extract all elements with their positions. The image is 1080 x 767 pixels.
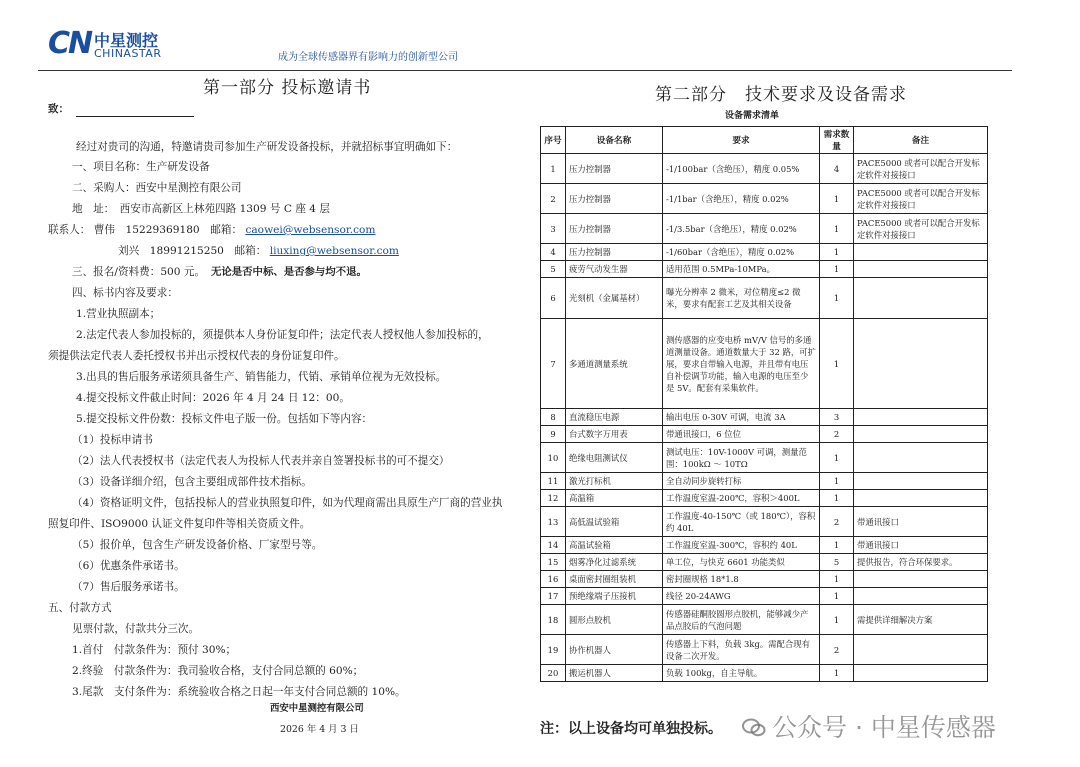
- letter-line: 2.终验 付款条件为：我司验收合格，支付合同总额的 60%；: [72, 665, 364, 677]
- cell-name: 高低温试验箱: [566, 507, 663, 537]
- table-footnote: 注：以上设备均可单独投标。: [540, 721, 722, 737]
- cell-remark: 带通讯接口: [854, 507, 988, 537]
- email-link-liuxing[interactable]: liuxing@websensor.com: [269, 245, 399, 257]
- cell-requirement: -1/3.5bar（含绝压），精度 0.02%: [663, 214, 820, 244]
- cell-quantity: 1: [820, 473, 854, 490]
- table-row: [541, 537, 988, 554]
- cell-requirement: 工作温度室温-200℃，容积＞400L: [663, 490, 820, 507]
- cell-index: 10: [541, 443, 566, 473]
- cell-index: 8: [541, 409, 566, 426]
- cell-quantity: 1: [820, 244, 854, 261]
- cell-name: 疲劳气动发生器: [566, 261, 663, 278]
- table-row: [541, 154, 988, 184]
- cell-quantity: 2: [820, 635, 854, 665]
- contact-line-2: 刘兴 18991215250 邮箱： liuxing@websensor.com: [118, 245, 399, 257]
- brand-name-en: CHINASTAR: [94, 47, 162, 60]
- table-row: [541, 588, 988, 605]
- letter-line: （2）法人代表授权书（法定代表人为投标人代表并亲自签署投标书的可不提交）: [72, 455, 450, 467]
- cell-requirement: 线径 20-24AWG: [663, 588, 820, 605]
- letter-line: （3）设备详细介绍，包含主要组成部件技术指标。: [72, 476, 312, 488]
- col-header-name: 设备名称: [566, 127, 663, 154]
- cell-name: 压力控制器: [566, 244, 663, 261]
- cell-name: 圆形点胶机: [566, 605, 663, 635]
- letter-line: 四、标书内容及要求：: [72, 287, 178, 299]
- table-row: [541, 426, 988, 443]
- cell-quantity: 1: [820, 319, 854, 409]
- col-header-index: 序号: [541, 127, 566, 154]
- col-header-requirement: 要求: [663, 127, 820, 154]
- cell-quantity: 1: [820, 443, 854, 473]
- cell-remark: 带通讯接口: [854, 537, 988, 554]
- letter-line: （7）售后服务承诺书。: [72, 581, 185, 593]
- cell-remark: PACE5000 或者可以配合开发标定软件对接接口: [854, 214, 988, 244]
- cell-name: 压力控制器: [566, 214, 663, 244]
- cell-index: 13: [541, 507, 566, 537]
- letter-line: 照复印件、ISO9000 认证文件复印件等相关资质文件。: [48, 518, 311, 530]
- letter-line: 三、报名/资料费：500 元。: [72, 266, 206, 278]
- cell-requirement: 测试电压：10V-1000V 可调，测量范围：100kΩ ～ 10TΩ: [663, 443, 820, 473]
- cell-remark: [854, 473, 988, 490]
- letter-line: 5.提交投标文件份数：投标文件电子版一份。包括如下等内容：: [76, 413, 373, 425]
- recipient-label: 致：: [48, 103, 69, 115]
- cell-remark: 提供报告，符合环保要求。: [854, 554, 988, 571]
- cell-remark: [854, 426, 988, 443]
- cell-index: 20: [541, 665, 566, 682]
- fee-nonrefundable-note: 无论是否中标、是否参与均不退。: [211, 266, 367, 278]
- cell-remark: [854, 409, 988, 426]
- letter-line: 1.营业执照副本；: [76, 308, 161, 320]
- cell-remark: [854, 490, 988, 507]
- cell-index: 12: [541, 490, 566, 507]
- table-row: [541, 490, 988, 507]
- cell-requirement: 密封圈规格 18*1.8: [663, 571, 820, 588]
- cell-requirement: 单工位，与快克 6601 功能类似: [663, 554, 820, 571]
- cell-index: 14: [541, 537, 566, 554]
- table-row: [541, 244, 988, 261]
- cell-remark: [854, 571, 988, 588]
- cell-requirement: -1/100bar（含绝压），精度 0.05%: [663, 154, 820, 184]
- cell-quantity: 1: [820, 571, 854, 588]
- cell-index: 9: [541, 426, 566, 443]
- cell-index: 4: [541, 244, 566, 261]
- cell-quantity: 4: [820, 154, 854, 184]
- cell-index: 3: [541, 214, 566, 244]
- cell-name: 多通道测量系统: [566, 319, 663, 409]
- cell-remark: [854, 443, 988, 473]
- cell-name: 高温箱: [566, 490, 663, 507]
- cell-requirement: 适用范围 0.5MPa-10MPa。: [663, 261, 820, 278]
- cell-index: 18: [541, 605, 566, 635]
- cell-requirement: 负载 100kg，自主导航。: [663, 665, 820, 682]
- table-row: [541, 184, 988, 214]
- cell-index: 16: [541, 571, 566, 588]
- cell-name: 直流稳压电源: [566, 409, 663, 426]
- cell-quantity: 1: [820, 184, 854, 214]
- cell-remark: [854, 244, 988, 261]
- letter-line: （1）投标申请书: [72, 434, 153, 446]
- cell-remark: PACE5000 或者可以配合开发标定软件对接接口: [854, 154, 988, 184]
- cell-remark: 需提供详细解决方案: [854, 605, 988, 635]
- cell-quantity: 5: [820, 554, 854, 571]
- letter-line: 经过对贵司的沟通，特邀请贵司参加生产研发设备投标，并就招标事宜明确如下：: [76, 141, 458, 153]
- table-row: [541, 278, 988, 319]
- cell-index: 17: [541, 588, 566, 605]
- cell-quantity: 1: [820, 605, 854, 635]
- table-row: [541, 665, 988, 682]
- cell-name: 光刻机（金属基材）: [566, 278, 663, 319]
- cell-name: 压力控制器: [566, 154, 663, 184]
- col-header-remark: 备注: [854, 127, 988, 154]
- cell-quantity: 3: [820, 409, 854, 426]
- part-one-title: 第一部分 投标邀请书: [203, 78, 372, 98]
- cell-quantity: 1: [820, 214, 854, 244]
- cell-quantity: 1: [820, 537, 854, 554]
- cell-remark: PACE5000 或者可以配合开发标定软件对接接口: [854, 184, 988, 214]
- letter-line: 五、付款方式: [48, 602, 112, 614]
- letter-line: 地 址： 西安市高新区上林苑四路 1309 号 C 座 4 层: [72, 203, 330, 215]
- letter-line: 2.法定代表人参加投标的，须提供本人身份证复印件；法定代表人授权他人参加投标的，: [76, 329, 489, 341]
- cell-name: 烟雾净化过滤系统: [566, 554, 663, 571]
- cell-quantity: 1: [820, 278, 854, 319]
- table-header-row: [541, 127, 988, 154]
- cell-index: 7: [541, 319, 566, 409]
- letter-line: 1.首付 付款条件为：预付 30%；: [72, 644, 237, 656]
- cell-remark: [854, 635, 988, 665]
- col-header-quantity: 需求数量: [820, 127, 854, 154]
- cell-requirement: 工作温度-40-150℃（或 180℃），容积约 40L: [663, 507, 820, 537]
- cell-quantity: 2: [820, 507, 854, 537]
- cell-name: 桌面密封圈组装机: [566, 571, 663, 588]
- table-row: [541, 554, 988, 571]
- cell-remark: [854, 665, 988, 682]
- cell-requirement: -1/60bar（含绝压），精度 0.02%: [663, 244, 820, 261]
- cell-requirement: 输出电压 0-30V 可调，电流 3A: [663, 409, 820, 426]
- cell-quantity: 1: [820, 261, 854, 278]
- equipment-table: [540, 126, 988, 682]
- cell-index: 11: [541, 473, 566, 490]
- cell-quantity: 1: [820, 665, 854, 682]
- watermark-text: 公众号 · 中星传感器: [772, 713, 996, 742]
- letter-line: 二、采购人：西安中星测控有限公司: [72, 182, 242, 194]
- signature-date: 2026 年 4 月 3 日: [280, 724, 359, 735]
- cell-requirement: 传感器上下料，负载 3kg。需配合现有设备二次开发。: [663, 635, 820, 665]
- cell-requirement: 测传感器的应变电桥 mV/V 信号的多通道测量设备。通道数量大于 32 路，可扩展，要求自带输入电源，并且带有电压自补偿调节功能，输入电源的电压至少是 5V。配套有采集软件。: [663, 319, 820, 409]
- table-row: [541, 507, 988, 537]
- letter-line: （5）报价单，包含生产研发设备价格、厂家型号等。: [72, 539, 323, 551]
- cell-name: 激光打标机: [566, 473, 663, 490]
- cell-requirement: 全自动同步旋转打标: [663, 473, 820, 490]
- cell-quantity: 1: [820, 490, 854, 507]
- table-row: [541, 635, 988, 665]
- cell-remark: [854, 278, 988, 319]
- cell-name: 台式数字万用表: [566, 426, 663, 443]
- cell-name: 搬运机器人: [566, 665, 663, 682]
- letter-line: （4）资格证明文件，包括投标人的营业执照复印件，如为代理商需出具原生产厂商的营业执: [72, 497, 503, 509]
- cell-index: 19: [541, 635, 566, 665]
- letter-line: 见票付款，付款共分三次。: [72, 623, 200, 635]
- cell-name: 高温试验箱: [566, 537, 663, 554]
- table-row: [541, 409, 988, 426]
- cell-remark: [854, 261, 988, 278]
- logo-mark: CN: [48, 26, 92, 61]
- contact-line-1: 联系人： 曹伟 15229369180 邮箱： caowei@websensor.com: [48, 224, 376, 236]
- table-row: [541, 443, 988, 473]
- cell-index: 5: [541, 261, 566, 278]
- letter-line: 4.提交投标文件截止时间：2026 年 4 月 24 日 12：00。: [76, 392, 350, 404]
- table-row: [541, 605, 988, 635]
- letter-line: 3.出具的售后服务承诺须具备生产、销售能力，代销、承销单位视为无效投标。: [76, 371, 447, 383]
- table-row: [541, 473, 988, 490]
- cell-index: 6: [541, 278, 566, 319]
- company-logo: [48, 22, 178, 62]
- cell-name: 绝缘电阻测试仪: [566, 443, 663, 473]
- table-row: [541, 261, 988, 278]
- cell-name: 协作机器人: [566, 635, 663, 665]
- letter-line: （6）优惠条件承诺书。: [72, 560, 185, 572]
- equipment-list-title: 设备需求清单: [725, 111, 780, 121]
- cell-requirement: 工作温度室温-300℃，容积约 40L: [663, 537, 820, 554]
- table-row: [541, 214, 988, 244]
- recipient-blank-line: [76, 116, 194, 117]
- company-slogan: 成为全球传感器界有影响力的创新型公司: [278, 52, 458, 63]
- cell-requirement: 传感器硅酮胶圆形点胶机，能够减少产品点胶后的气泡问题: [663, 605, 820, 635]
- email-link-caowei[interactable]: caowei@websensor.com: [245, 224, 376, 236]
- letter-line: 一、项目名称：生产研发设备: [72, 161, 210, 173]
- cell-index: 1: [541, 154, 566, 184]
- cell-index: 2: [541, 184, 566, 214]
- wechat-watermark: [742, 708, 996, 744]
- cell-index: 15: [541, 554, 566, 571]
- cell-requirement: 带通讯接口，6 位位: [663, 426, 820, 443]
- cell-remark: [854, 588, 988, 605]
- brand-name-cn: 中星测控: [94, 31, 159, 50]
- part-two-title: 第二部分 技术要求及设备需求: [655, 85, 907, 105]
- cell-requirement: 曝光分辨率 2 微米，对位精度≤2 微米，要求有配套工艺及其相关设备: [663, 278, 820, 319]
- cell-remark: [854, 319, 988, 409]
- header-divider: [38, 70, 1012, 71]
- letter-line: 须提供法定代表人委托授权书并出示授权代表的身份证复印件。: [48, 350, 345, 362]
- cell-quantity: 1: [820, 588, 854, 605]
- cell-name: 压力控制器: [566, 184, 663, 214]
- signature-company: 西安中星测控有限公司: [270, 703, 364, 714]
- cell-name: 预绝缘端子压接机: [566, 588, 663, 605]
- table-row: [541, 571, 988, 588]
- cell-requirement: -1/1bar（含绝压），精度 0.02%: [663, 184, 820, 214]
- cell-quantity: 2: [820, 426, 854, 443]
- wechat-icon: [742, 718, 766, 738]
- letter-line: 3.尾款 支付条件为：系统验收合格之日起一年支付合同总额的 10%。: [72, 686, 406, 698]
- table-row: [541, 319, 988, 409]
